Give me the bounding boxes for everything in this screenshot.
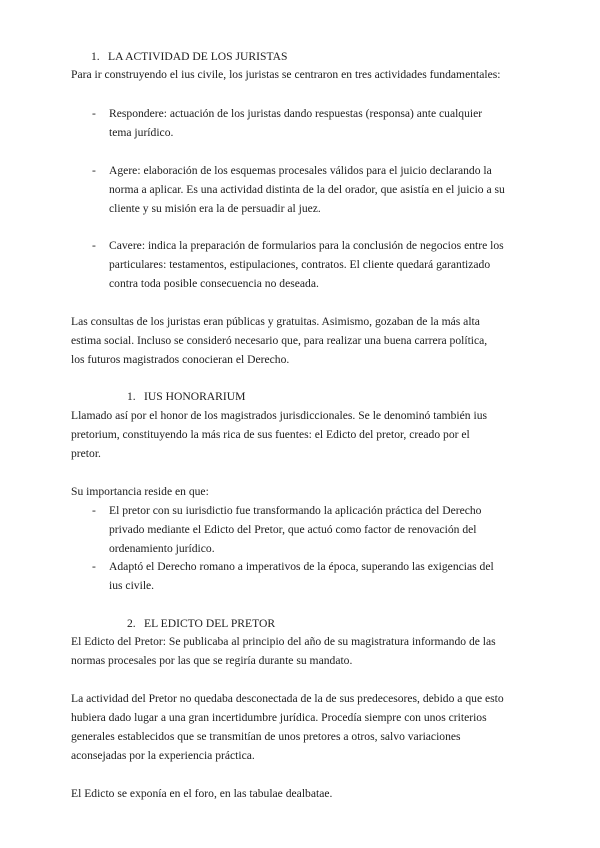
bullet-marker: - bbox=[92, 560, 96, 573]
bullet-marker: - bbox=[92, 504, 96, 517]
pretor-item-line-3: ordenamiento jurídico. bbox=[109, 542, 215, 555]
cavere-line-1: Cavere: indica la preparación de formularios para la conclusión de negocios entre los bbox=[109, 239, 504, 252]
ius-honorarium-line-1: Llamado así por el honor de los magistrados jurisdiccionales. Se le denominó también ius bbox=[71, 409, 487, 422]
section-3-title: EL EDICTO DEL PRETOR bbox=[144, 617, 276, 630]
actividad-line-3: generales establecidos que se transmitían de unos pretores a otros, salvo variaciones bbox=[71, 730, 461, 743]
pretor-item-line-2: privado mediante el Edicto del Pretor, que actuó como factor de renovación del bbox=[109, 523, 477, 536]
section-2-title: IUS HONORARIUM bbox=[144, 390, 246, 403]
adapto-line-1: Adaptó el Derecho romano a imperativos de la época, superando las exigencias del bbox=[109, 560, 494, 573]
respondere-line-1: Respondere: actuación de los juristas dando respuestas (responsa) ante cualquier bbox=[109, 107, 483, 120]
bullet-marker: - bbox=[92, 239, 96, 252]
section-1-title: LA ACTIVIDAD DE LOS JURISTAS bbox=[108, 50, 288, 63]
pretor-item-line-1: El pretor con su iurisdictio fue transformando la aplicación práctica del Derecho bbox=[109, 504, 482, 517]
ius-honorarium-line-2: pretorium, constituyendo la más rica de sus fuentes: el Edicto del pretor, creado por el bbox=[71, 428, 470, 441]
agere-line-2: norma a aplicar. Es una actividad distinta de la del orador, que asistía en el juicio a su bbox=[109, 183, 505, 196]
consultas-line-3: los futuros magistrados conocieran el Derecho. bbox=[71, 353, 290, 366]
importance-label: Su importancia reside en que: bbox=[71, 485, 209, 498]
adapto-line-2: ius civile. bbox=[109, 579, 155, 592]
agere-line-3: cliente y su misión era la de persuadir al juez. bbox=[109, 202, 321, 215]
section-1-intro: Para ir construyendo el ius civile, los juristas se centraron en tres actividades fundamentales: bbox=[71, 68, 501, 81]
cavere-line-2: particulares: testamentos, estipulaciones, contratos. El cliente quedará garantizado bbox=[109, 258, 491, 271]
foro-line: El Edicto se exponía en el foro, en las tabulae dealbatae. bbox=[71, 787, 333, 800]
actividad-line-2: hubiera dado lugar a una gran incertidumbre jurídica. Procedía siempre con unos criterios bbox=[71, 711, 487, 724]
bullet-marker: - bbox=[92, 107, 96, 120]
edicto-line-1: El Edicto del Pretor: Se publicaba al principio del año de su magistratura informando de las bbox=[71, 635, 496, 648]
ius-honorarium-line-3: pretor. bbox=[71, 447, 101, 460]
section-3-number: 2. bbox=[127, 617, 136, 630]
actividad-line-4: aconsejadas por la experiencia práctica. bbox=[71, 749, 255, 762]
consultas-line-1: Las consultas de los juristas eran públicas y gratuitas. Asimismo, gozaban de la más alta bbox=[71, 315, 480, 328]
respondere-line-2: tema jurídico. bbox=[109, 126, 174, 139]
actividad-line-1: La actividad del Pretor no quedaba desconectada de la de sus predecesores, debido a que esto bbox=[71, 692, 504, 705]
bullet-marker: - bbox=[92, 164, 96, 177]
edicto-line-2: normas procesales por las que se regiría durante su mandato. bbox=[71, 654, 353, 667]
section-1-number: 1. bbox=[91, 50, 100, 63]
agere-line-1: Agere: elaboración de los esquemas procesales válidos para el juicio declarando la bbox=[109, 164, 492, 177]
section-2-number: 1. bbox=[127, 390, 136, 403]
consultas-line-2: estima social. Incluso se consideró necesario que, para realizar una buena carrera política, bbox=[71, 334, 488, 347]
cavere-line-3: contra toda posible consecuencia no deseada. bbox=[109, 277, 319, 290]
